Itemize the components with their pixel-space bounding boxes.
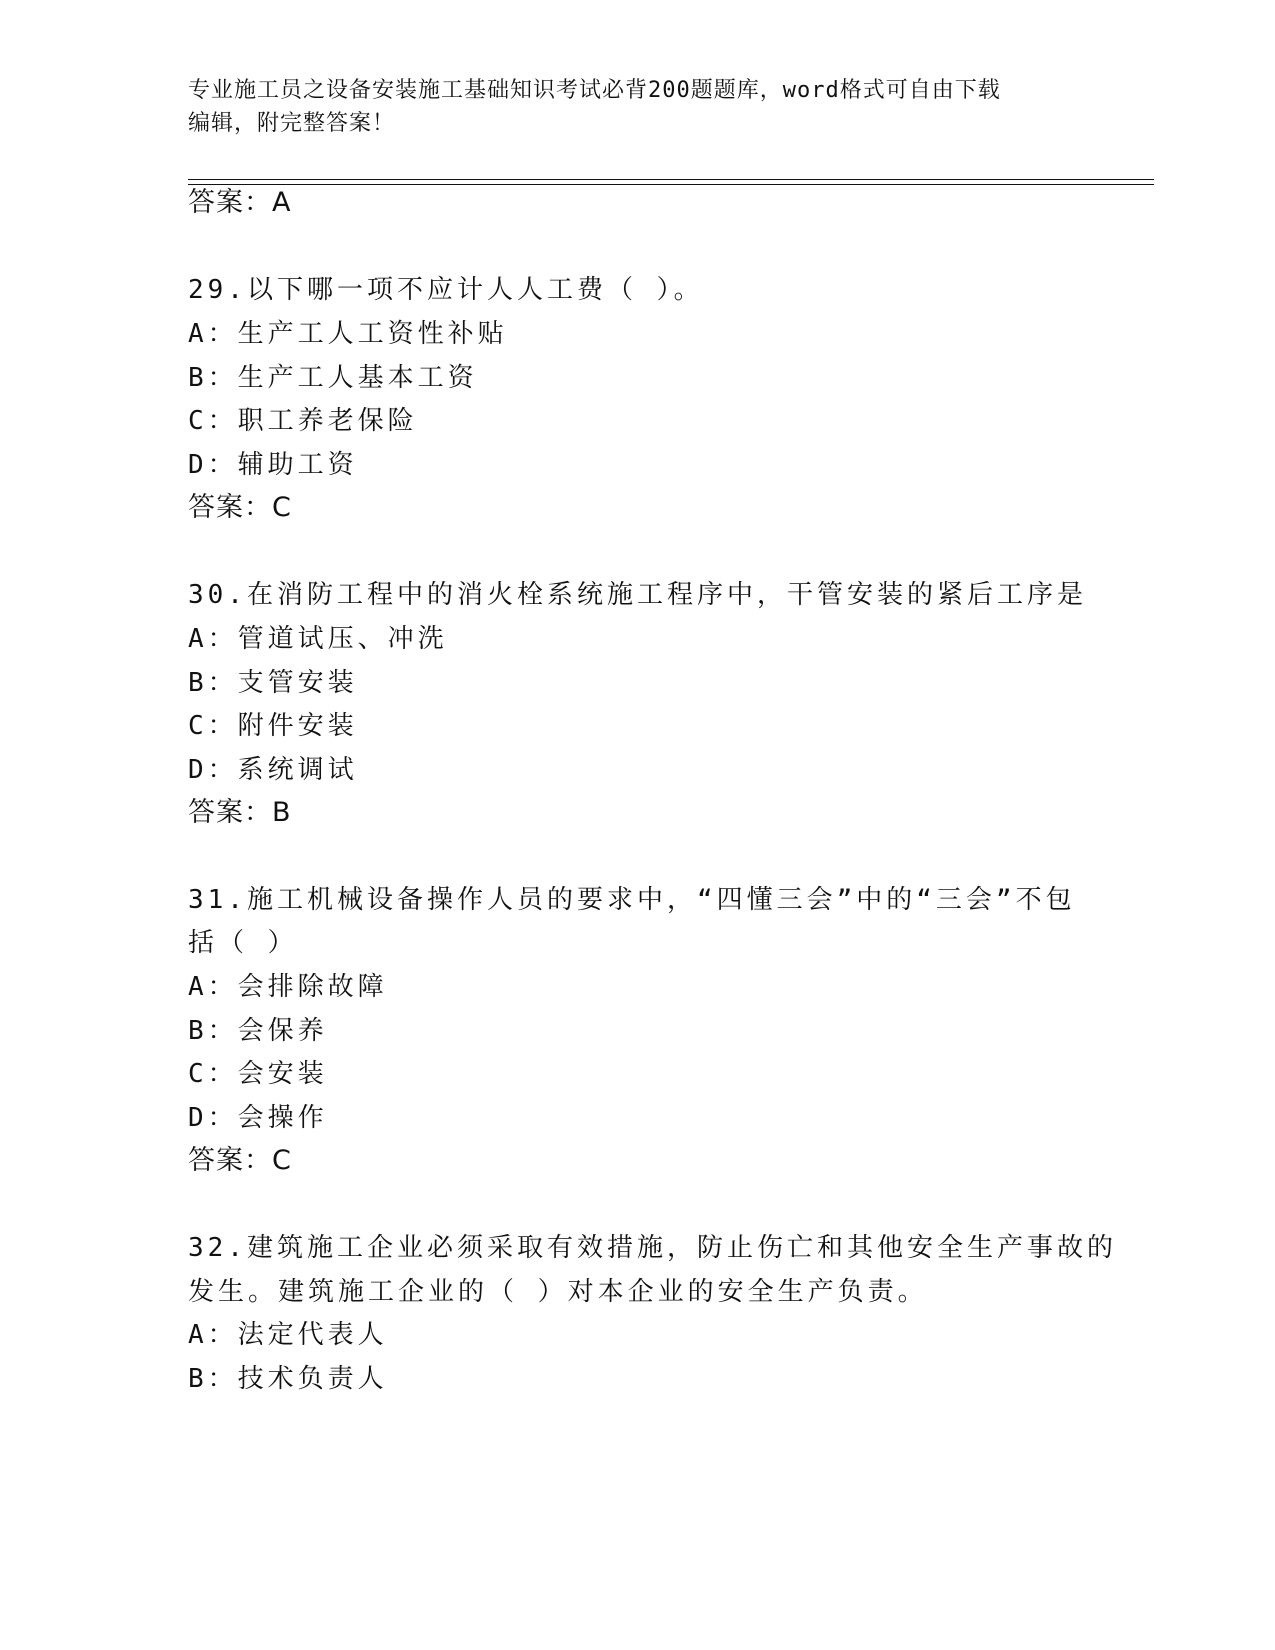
question-31-option-a: A：会排除故障 — [188, 972, 388, 1002]
question-29-option-b: B：生产工人基本工资 — [188, 363, 478, 393]
header-divider-top — [188, 179, 1154, 180]
question-30-stem: 30.在消防工程中的消火栓系统施工程序中，干管安装的紧后工序是 — [188, 580, 1087, 610]
question-31-option-c: C：会安装 — [188, 1059, 328, 1089]
question-29-option-a: A：生产工人工资性补贴 — [188, 319, 508, 349]
question-30-answer: 答案：B — [188, 797, 292, 828]
question-32-stem-line-2: 发生。建筑施工企业的（ ）对本企业的安全生产负责。 — [188, 1277, 928, 1307]
question-31-stem-line-1: 31.施工机械设备操作人员的要求中，“四懂三会”中的“三会”不包 — [188, 885, 1076, 915]
previous-answer: 答案：A — [188, 187, 292, 218]
question-29-answer: 答案：C — [188, 492, 292, 523]
question-30-option-c: C：附件安装 — [188, 711, 358, 741]
question-29-stem: 29.以下哪一项不应计人人工费（ ）。 — [188, 275, 704, 305]
question-30-option-d: D：系统调试 — [188, 755, 358, 785]
question-32-stem-line-1: 32.建筑施工企业必须采取有效措施，防止伤亡和其他安全生产事故的 — [188, 1233, 1117, 1263]
header-title-line-2: 编辑，附完整答案！ — [188, 111, 396, 136]
question-29-option-c: C：职工养老保险 — [188, 406, 418, 436]
question-31-answer: 答案：C — [188, 1145, 292, 1176]
question-30-option-a: A：管道试压、冲洗 — [188, 624, 448, 654]
document-header — [188, 74, 1068, 140]
header-divider-bottom — [188, 184, 1154, 185]
question-30-option-b: B：支管安装 — [188, 668, 358, 698]
question-32-option-a: A：法定代表人 — [188, 1320, 388, 1350]
question-32-option-b: B：技术负责人 — [188, 1364, 388, 1394]
header-title-line-1: 专业施工员之设备安装施工基础知识考试必背200题题库，word格式可自由下载 — [188, 78, 1001, 103]
question-29-option-d: D：辅助工资 — [188, 450, 358, 480]
question-31-option-b: B：会保养 — [188, 1016, 328, 1046]
question-31-stem-line-2: 括（ ） — [188, 928, 298, 958]
question-31-option-d: D：会操作 — [188, 1103, 328, 1133]
